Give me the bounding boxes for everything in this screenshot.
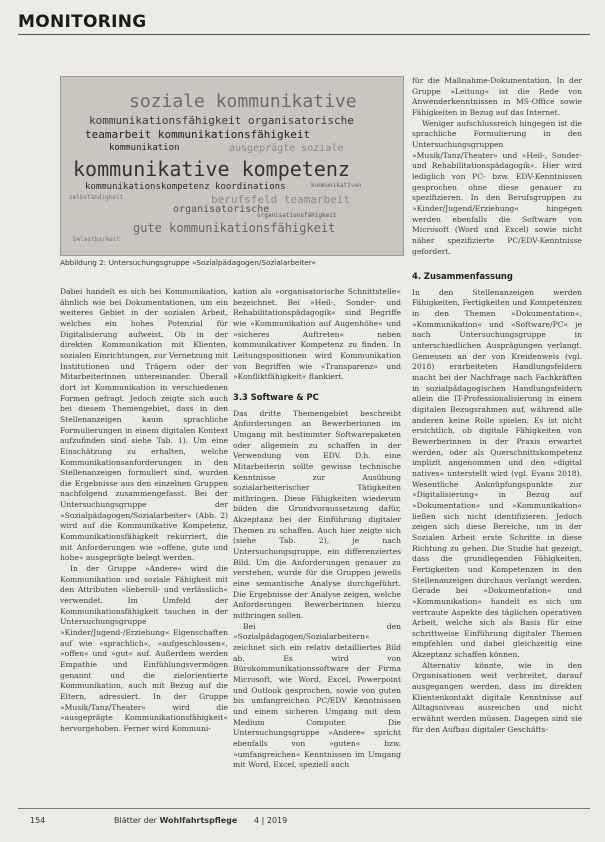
- cloud-word: kommunikative kompetenz: [73, 157, 350, 181]
- paragraph: Bei den »Sozialpädagogen/Sozialarbeitern« zeichnet sich ein relativ detailliertes Bild ab. Es wird von Bürokommunikationssoftware der Firma Microsoft, wie Word, Excel, Powerpoint und Outlook gesprochen, sowie von guten bis umfangreichen PC/EDV Kenntnissen und einem sicheren Umgang mit dem Medium Computer. Die Untersuchungsgruppe »Andere« spricht ebenfalls von »guten« bzw. »umfangreichen« Kenntnissen im Umgang mit Word, Excel, speziell auch: [233, 621, 401, 770]
- section-heading: 3.3 Software & PC: [233, 391, 319, 402]
- journal-title: [114, 816, 237, 825]
- journal-prefix: Blätter der: [114, 816, 157, 825]
- paragraph: In der Gruppe »Andere« wird die Kommunikation und soziale Fähigkeit mit den Attributen »lieberoll- und verlässlich« verwendet. Im Umfeld der Kommunikationsfähigkeit tauchen in der Untersuchungsgruppe »Kinder/Jugend-/Erziehung« Eigenschaften auf wie »sprachlich«, »aufgeschlossen«, »offen« und »gut« auf. Außerdem werden Empathie und Einfühlungsvermögen genannt und die zielorientierte Kommunikation, auch mit Bezug auf die Eltern, adressiert. In der Gruppe »Musik/Tanz/Theater« wird die »ausgeprägte Kommunikationsfähigkeit« hervorgehoben. Ferner wird Kommuni-: [60, 564, 228, 733]
- figure-caption: Abbildung 2: Untersuchungsgruppe »Sozialpädagogen/Sozialarbeiter«: [60, 258, 317, 267]
- page-number: 154: [30, 816, 46, 825]
- paragraph: für die Maßnahme-Dokumentation. In der Gruppe »Leitung« ist die Rede von Anwenderkenntnissen in MS-Office sowie Fähigkeiten in Bezug auf das Internet.: [412, 76, 582, 117]
- text-column-3: [412, 76, 582, 735]
- cloud-word: kommunikation: [109, 143, 180, 153]
- paragraph: Dabei handelt es sich bei Kommunikation, ähnlich wie bei Dokumentationen, um ein weiteres Gebiet in der sozialen Arbeit, welches ein hohes Potenzial für Digitalisierung aufweist. Ob in der direkten Kommunikation mit Klienten, sozialen Einrichtungen, zur Vernetzung mit Institutionen und Trägern oder der Mitarbeiterinnen untereinander. Überall dort ist Kommunikation in verschiedenen Formen gefragt. Jedoch zeigte sich auch bei diesem Themengebiet, dass in den Stellenanzeigen kaum sprachliche Formulierungen in einem digitalen Kontext aufzufinden sind siehe Tab. 1). Um eine Einschätzung zu erhalten, welche Kommunikationsanforderungen in den Stellenanzeigen formuliert sind, wurden die Ergebnisse aus den einzelnen Gruppen nachfolgend zusammengefasst. Bei der Untersuchungsgruppe der »Sozialpädagogen/Sozialarbeiter« (Abb. 2) wird auf die Kommunikative Kompetenz, Kommunikationsfähigkeit rekurriert, die mit Anforderungen wie »offene, gute und hohe« ausgeprägte belegt werden.: [60, 287, 228, 563]
- cloud-word: organisatorische: [173, 204, 270, 215]
- paragraph: Alternativ könnte, wie in den Organisationen weit verbreitet, darauf ausgegangen werden, dass im direkten Klientenkontakt digitale Kenntnisse auf Alltagsniveau ausreichen und nicht erwähnt werden müssen. Dagegen sind sie für den Aufbau digitaler Geschäfts-: [412, 660, 582, 734]
- text-column-1: [60, 287, 228, 735]
- cloud-word: kommunikationsfähigkeit organisatorische: [89, 114, 354, 127]
- issue-number: 4 | 2019: [254, 816, 288, 825]
- text-column-2: [233, 287, 401, 771]
- cloud-word: gute kommunikationsfähigkeit: [133, 221, 336, 235]
- cloud-word: soziale kommunikative: [129, 91, 357, 112]
- paragraph: kation als »organisatorische Schnittstelle« bezeichnet. Bei »Heil-, Sonder- und Rehabilitationspädagogik« sind Begriffe wie »Kommunikation auf Augenhöhe« und »sicheres Auftreten« neben kommunikativer Kompetenz zu finden. In Leitungspositionen wird Kommunikation von Begriffen wie »Transparenz« und »Konfliktfähigkeit« flankiert.: [233, 287, 401, 382]
- cloud-word: ausgeprägte soziale: [229, 143, 344, 154]
- paragraph: Weniger aufschlussreich hingegen ist die sprachliche Formulierung in den Untersuchungsgruppen »Musik/Tanz/Theater« und »Heil-, Sonder- und Rehabilitationspädagogik«. Hier wird lediglich von PC- bzw. EDV-Kenntnissen gesprochen ohne diese genauer zu spezifizieren. In den Berufsgruppen zu »Kinder/Jugend/Erziehung« hingegen werden ebenfalls die Software von Microsoft (Word und Excel) sowie nicht näher spezifizierte PC/EDV-Kenntnisse gefordert.: [412, 118, 582, 256]
- paragraph: In den Stellenanzeigen werden Fähigkeiten, Fertigkeiten und Kompetenzen in den Themen »Dokumentation«, »Kommunikation« und »Software/PC« je nach Untersuchungsgruppe in unterschiedlichen Ausprägungen verlangt. Gemessen an der von Kreidenweis (vgl. 2018) erarbeiteten Handlungsfeldern macht bei der Nachfrage nach Fachkräften in sozialpädagogischen Handlungsfeldern allein die IT-Professionalisierung in einem digitalen Bezugsrahmen auf, während alle anderen keine Rolle spielen. Es ist nicht ersichtlich, ob digitale Fähigkeiten von Bewerberinnen in der Praxis erwartet werden, oder als Querschnittskompetenz implizit angenommen und den »digital natives« unterstellt wird (vgl. Evans 2018). Wesentliche Anknüpfungspunkte zur »Digitalisierung« in Bezug auf »Dokumentation« und »Kommunikation« ließen sich nicht identifizieren. Jedoch zeigen sich diese Bereiche, um in der Sozialen Arbeit erste Schritte in diese Richtung zu gehen. Die Studie hat gezeigt, dass die grundlegenden Fähigkeiten, Fertigkeiten und Kompetenzen in den Stellenanzeigen durchaus verlangt werden. Gerade bei »Dokumentation« und »Kommunikation« handelt es sich um vertraute Aspekte des täglichen operativen Arbeit, welche sich als Basis für eine schrittweise Einführung digitaler Themen empfehlen und dabei gleichzeitig eine Akzeptanz schaffen können.: [412, 287, 582, 660]
- journal-name: Wohlfahrtspflege: [159, 816, 238, 825]
- cloud-word: organisationsfähigkeit: [257, 212, 337, 219]
- word-cloud-figure: [60, 76, 404, 256]
- paragraph: Das dritte Themengebiet beschreibt Anforderungen an Bewerberinnen im Umgang mit bestimmter Softwarepaketen oder allgemein zu schaffen in der Verwendung von EDV. D.h. eine Mitarbeiterin sollte gewisse technische Kenntnisse zur Ausübung sozialarbeiterischer Tätigkeiten mitbringen. Diese Fähigkeiten wiederum bilden die Grundvoraussetzung dafür, Akzeptanz bei der Einführung digitaler Themen zu schaffen. Auch hier zeigte sich (siehe Tab. 2), je nach Untersuchungsgruppe, ein differenziertes Bild. Um die Anforderungen genauer zu verstehen, wurde für die Gruppen jeweils eine semantische Analyse durchgeführt. Die Ergebnisse der Analyse zeigen, welche Anforderungen Bewerberinnen hierzu mitbringen sollen.: [233, 408, 401, 621]
- cloud-word: kommunikationskompetenz koordinations: [85, 182, 286, 192]
- section-heading: 4. Zusammenfassung: [412, 271, 513, 282]
- cloud-word: berufsfeld teamarbeit: [211, 193, 351, 206]
- page-header: [18, 8, 590, 35]
- cloud-word: belastbarkeit: [73, 236, 120, 243]
- cloud-word: selbständigkeit: [69, 194, 124, 201]
- section-title: MONITORING: [18, 12, 147, 32]
- page-footer: [18, 808, 590, 829]
- cloud-word: teamarbeit kommunikationsfähigkeit: [85, 128, 311, 141]
- cloud-word: kommunikativen: [311, 182, 362, 189]
